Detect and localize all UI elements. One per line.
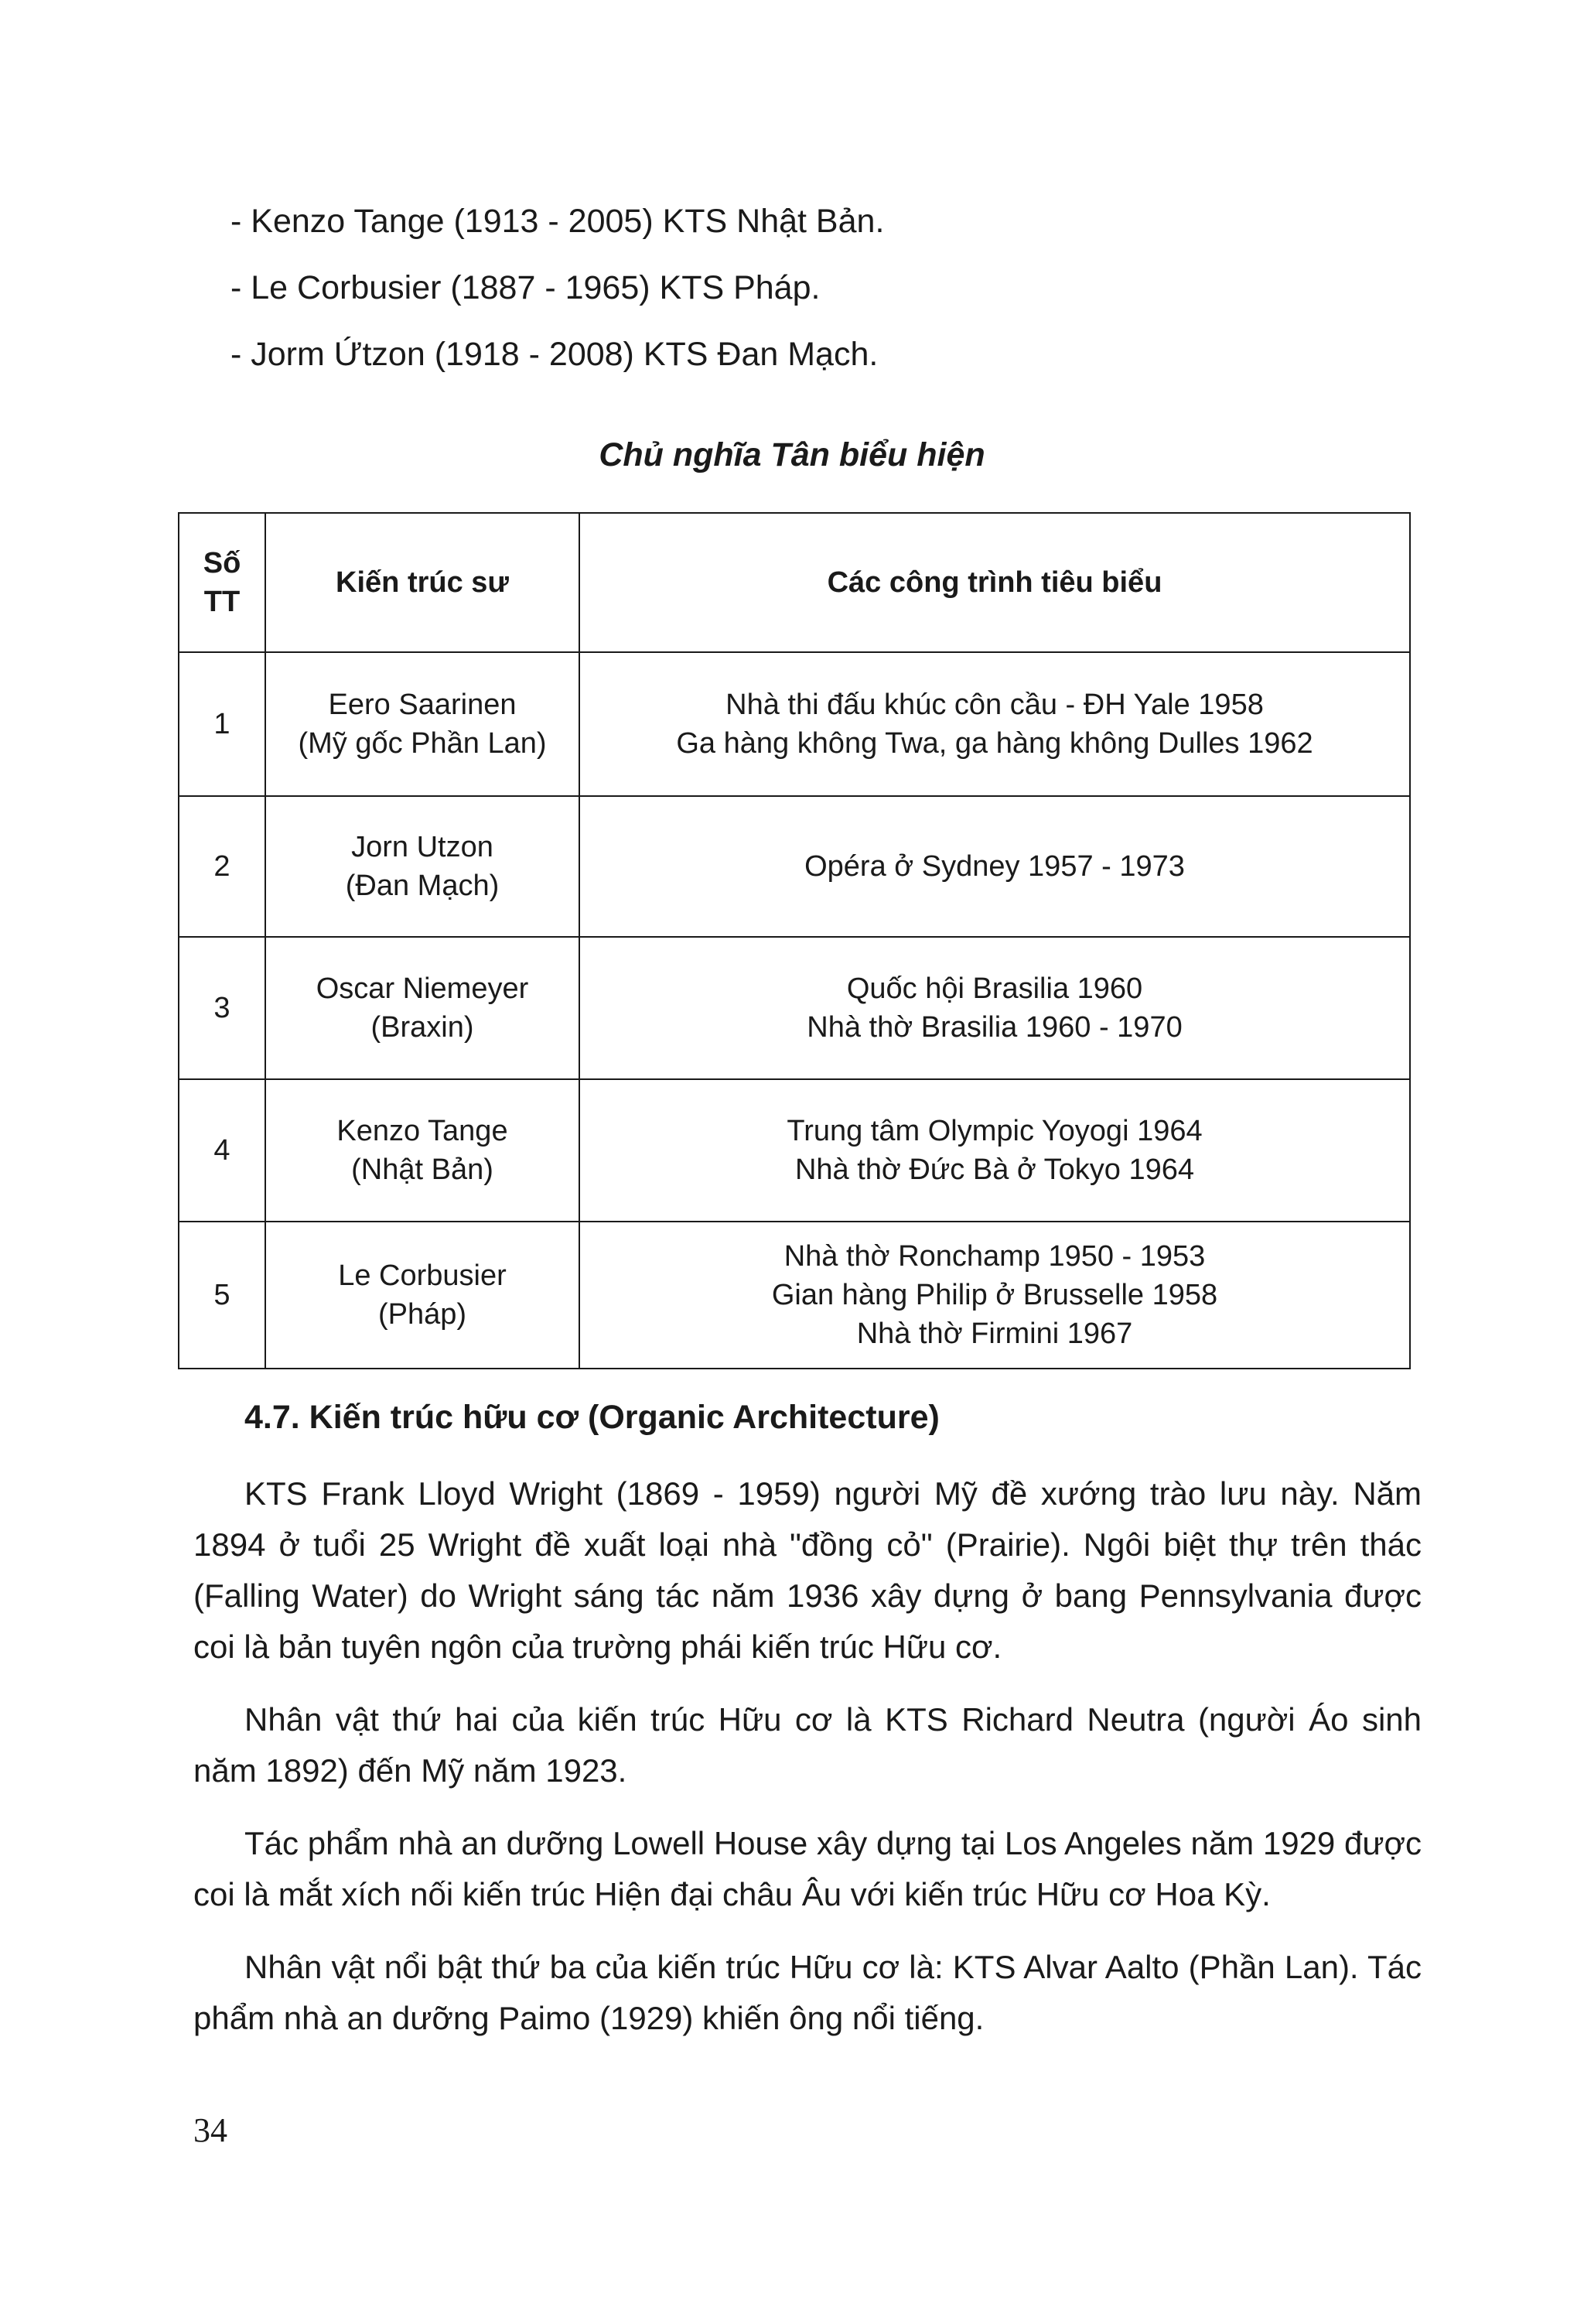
paragraph: Tác phẩm nhà an dưỡng Lowell House xây dựng tại Los Angeles năm 1929 được coi là mắt xích nối kiến trúc Hiện đại châu Âu với kiến trúc Hữu cơ Hoa Kỳ. (193, 1825, 1422, 1912)
row-works: Nhà thờ Ronchamp 1950 - 1953 Gian hàng Philip ở Brusselle 1958 Nhà thờ Firmini 1967 (579, 1222, 1410, 1369)
row-works: Trung tâm Olympic Yoyogi 1964 Nhà thờ Đức Bà ở Tokyo 1964 (579, 1079, 1410, 1222)
row-works: Opéra ở Sydney 1957 - 1973 (579, 796, 1410, 937)
section-body (193, 1468, 1422, 2066)
row-number: 4 (179, 1079, 265, 1222)
paragraph: Nhân vật nổi bật thứ ba của kiến trúc Hữu cơ là: KTS Alvar Aalto (Phần Lan). Tác phẩm nhà an dưỡng Paimo (1929) khiến ông nổi tiếng. (193, 1949, 1422, 2036)
table-row (179, 652, 1410, 796)
bullet-item: - Kenzo Tange (1913 - 2005) KTS Nhật Bản. (230, 203, 885, 240)
table-title: Chủ nghĩa Tân biểu hiện (599, 436, 985, 473)
page-number: 34 (193, 2111, 227, 2149)
paragraph: Nhân vật thứ hai của kiến trúc Hữu cơ là KTS Richard Neutra (người Áo sinh năm 1892) đến Mỹ năm 1923. (193, 1701, 1422, 1789)
row-number: 5 (179, 1222, 265, 1369)
bullet-item: - Jorm Ứtzon (1918 - 2008) KTS Đan Mạch. (230, 336, 879, 373)
row-architect: Oscar Niemeyer (Braxin) (265, 937, 579, 1079)
row-number: 2 (179, 796, 265, 937)
row-number: 1 (179, 652, 265, 796)
row-architect: Le Corbusier (Pháp) (265, 1222, 579, 1369)
row-architect: Jorn Utzon (Đan Mạch) (265, 796, 579, 937)
header-number: Số TT (179, 513, 265, 652)
table-row (179, 937, 1410, 1079)
table-row (179, 1222, 1410, 1369)
paragraph: KTS Frank Lloyd Wright (1869 - 1959) người Mỹ đề xướng trào lưu này. Năm 1894 ở tuổi 25 Wright đề xuất loại nhà "đồng cỏ" (Prairie). Ngôi biệt thự trên thác (Falling Water) do Wright sáng tác năm 1936 xây dựng ở bang Pennsylvania được coi là bản tuyên ngôn của trường phái kiến trúc Hữu cơ. (193, 1475, 1422, 1665)
table-header-row (179, 513, 1410, 652)
bullet-item: - Le Corbusier (1887 - 1965) KTS Pháp. (230, 269, 821, 306)
row-works: Nhà thi đấu khúc côn cầu - ĐH Yale 1958 Ga hàng không Twa, ga hàng không Dulles 1962 (579, 652, 1410, 796)
row-works: Quốc hội Brasilia 1960 Nhà thờ Brasilia 1960 - 1970 (579, 937, 1410, 1079)
table-row (179, 1079, 1410, 1222)
header-architect: Kiến trúc sư (265, 513, 579, 652)
table-row (179, 796, 1410, 937)
row-architect: Kenzo Tange (Nhật Bản) (265, 1079, 579, 1222)
section-heading: 4.7. Kiến trúc hữu cơ (Organic Architecture) (244, 1399, 940, 1436)
row-architect: Eero Saarinen (Mỹ gốc Phần Lan) (265, 652, 579, 796)
architects-table (178, 512, 1411, 1369)
header-works: Các công trình tiêu biểu (579, 513, 1410, 652)
row-number: 3 (179, 937, 265, 1079)
architect-bullet-list (230, 200, 1391, 399)
